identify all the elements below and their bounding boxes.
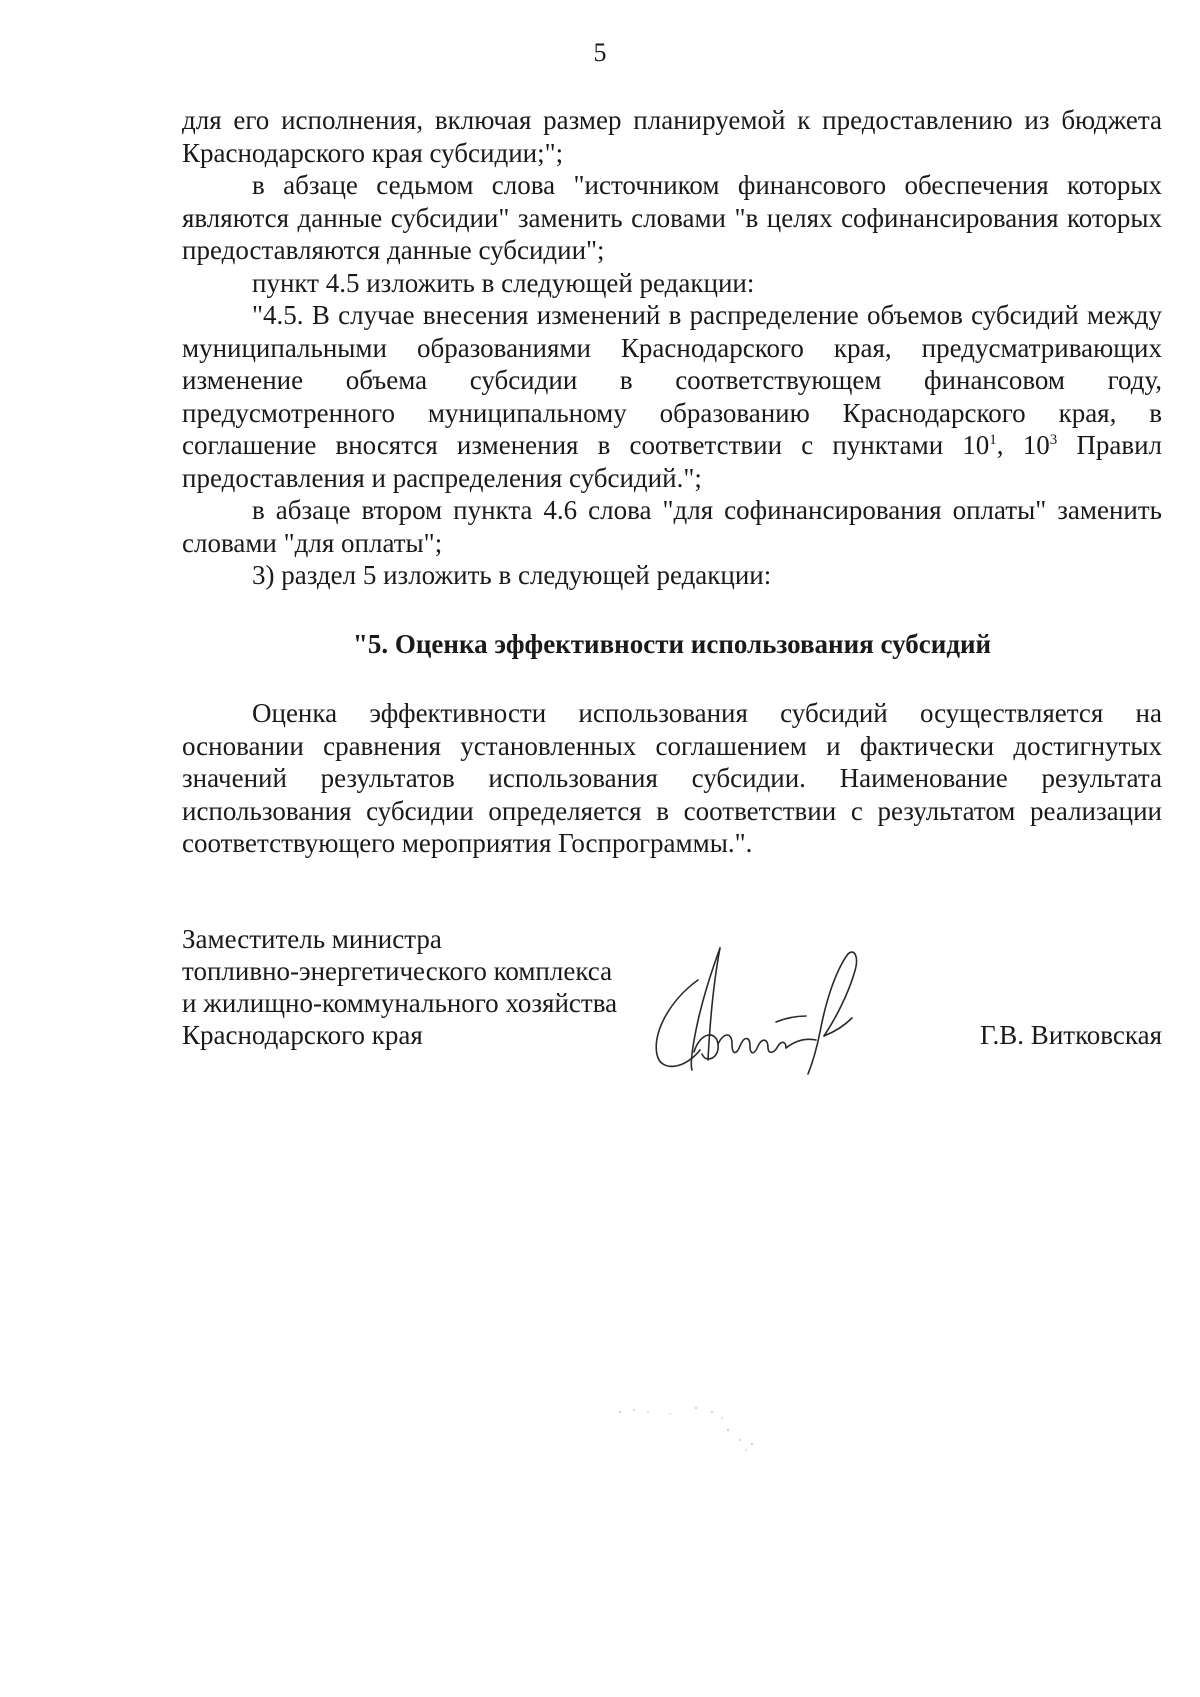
signer-title-line-2: топливно-энергетического комплекса [182,956,613,986]
signer-title [182,923,662,1051]
handwritten-signature [640,940,890,1080]
signer-title-line-4: Краснодарского края [182,1020,423,1050]
paragraph-4-tail: Правил предоставления и распределения субсидий."; [182,430,1163,493]
page-number: 5 [593,38,607,67]
paragraph-4 [182,299,1162,494]
paragraph-6: 3) раздел 5 изложить в следующей редакции: [252,560,772,590]
paragraph-1: для его исполнения, включая размер планируемой к предоставлению из бюджета Краснодарского края субсидии;"; [182,105,1162,168]
signer-title-line-1: Заместитель министра [182,924,442,954]
paragraph-4-sup2: 3 [1049,432,1058,448]
scan-noise [600,1400,780,1460]
paragraph-4-sup1: 1 [989,432,997,448]
paragraph-2: в абзаце седьмом слова "источником финансового обеспечения которых являются данные субсидии" заменить словами "в целях софинансирования которых предоставляются данные субсидии"; [182,170,1162,265]
paragraph-4-ref1: 10 [962,430,990,460]
signer-title-line-3: и жилищно-коммунального хозяйства [182,988,618,1018]
body-text [182,104,1162,592]
paragraph-3: пункт 4.5 изложить в следующей редакции: [252,267,755,298]
section-title: "5. Оценка эффективности использования субсидий [352,629,992,659]
section-body [182,697,1162,860]
paragraph-4-text: "4.5. В случае внесения изменений в распределение объемов субсидий между муниципальными образованиями Краснодарского края, предусматривающих изменение объема субсидии в соответствующем финансовом году, предусмотренного муниципальному образованию Краснодарского края, в соглашение вносятся изменения в соответствии с пунктами [182,300,1162,460]
paragraph-4-sep: , [996,430,1023,460]
section-paragraph: Оценка эффективности использования субсидий осуществляется на основании сравнения установленных соглашением и фактически достигнутых значений результатов использования субсидии. Наименование результата использования субсидии определяется в соответствии с результатом реализации соответствующего мероприятия Госпрограммы.". [182,698,1162,858]
paragraph-4-ref2: 10 [1022,430,1050,460]
paragraph-5: в абзаце втором пункта 4.6 слова "для софинансирования оплаты" заменить словами "для оплаты"; [182,495,1162,558]
signer-name: Г.В. Витковская [979,1020,1162,1050]
